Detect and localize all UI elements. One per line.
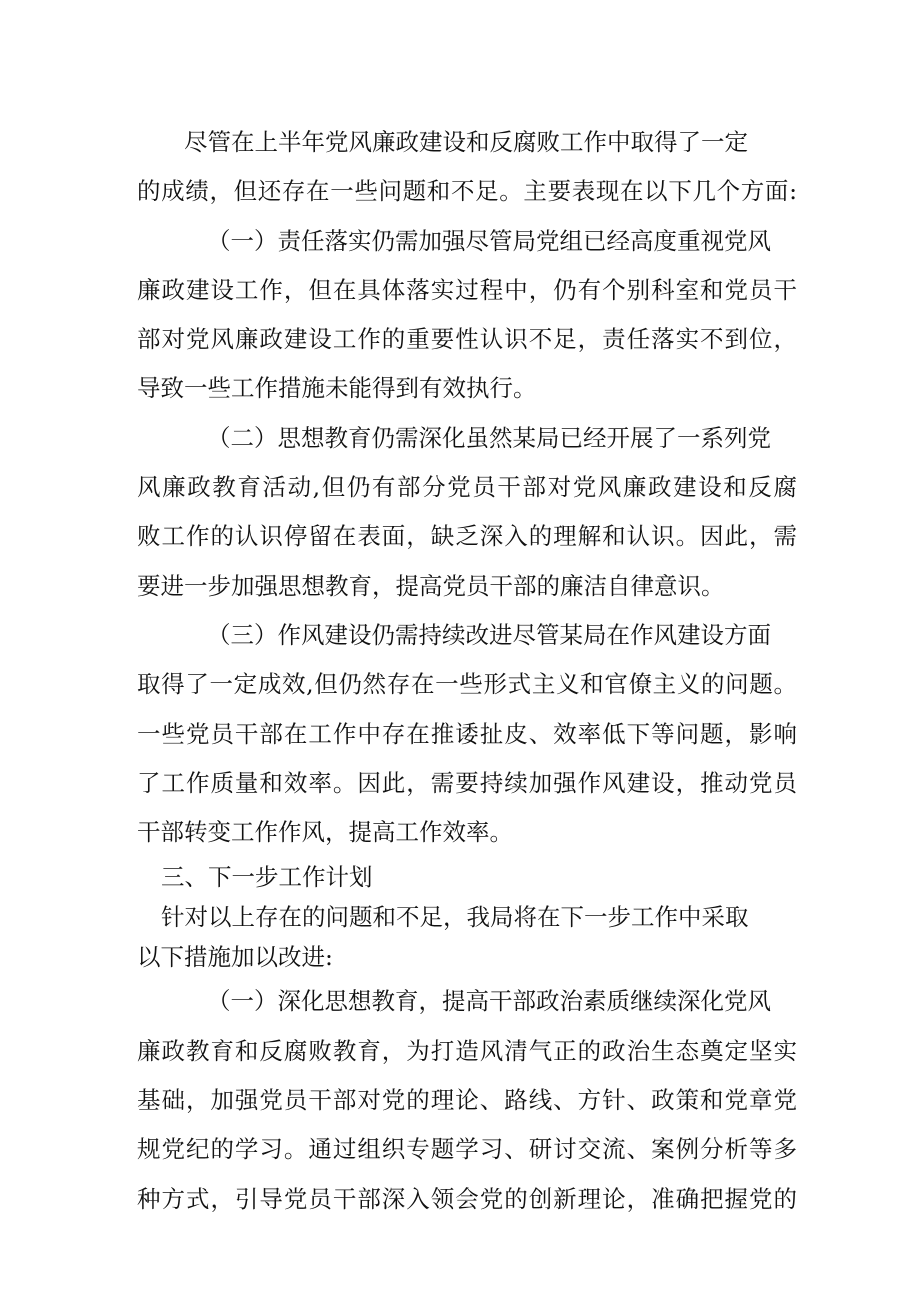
paragraph-line: 部对党风廉政建设工作的重要性认识不足，责任落实不到位， <box>137 325 797 354</box>
paragraph-line: 廉政教育和反腐败教育，为打造风清气正的政治生态奠定坚实 <box>137 1036 797 1065</box>
section-heading: 三、下一步工作计划 <box>161 863 373 892</box>
paragraph-line: 取得了一定成效,但仍然存在一些形式主义和官僚主义的问题。 <box>137 670 797 699</box>
paragraph-line: （三）作风建设仍需持续改进尽管某局在作风建设方面 <box>207 620 771 649</box>
paragraph-line: 干部转变工作作风，提高工作效率。 <box>137 818 513 847</box>
paragraph-line: 败工作的认识停留在表面，缺乏深入的理解和认识。因此，需 <box>137 522 797 551</box>
document-body <box>137 118 797 1224</box>
paragraph-line: 以下措施加以改进: <box>137 943 333 972</box>
paragraph-line: 针对以上存在的问题和不足，我局将在下一步工作中采取 <box>161 903 749 932</box>
paragraph-line: 种方式，引导党员干部深入领会党的创新理论，准确把握党的 <box>137 1184 797 1213</box>
paragraph-line: （一）深化思想教育，提高干部政治素质继续深化党风 <box>207 987 771 1016</box>
paragraph-line: 尽管在上半年党风廉政建设和反腐败工作中取得了一定 <box>184 128 748 156</box>
paragraph-line: 廉政建设工作，但在具体落实过程中，仍有个别科室和党员干 <box>137 275 797 304</box>
paragraph-line: （二）思想教育仍需深化虽然某局已经开展了一系列党 <box>207 423 771 452</box>
paragraph-line: 要进一步加强思想教育，提高党员干部的廉洁自律意识。 <box>137 571 725 600</box>
paragraph-line: 规党纪的学习。通过组织专题学习、研讨交流、案例分析等多 <box>137 1135 797 1164</box>
paragraph-line: 了工作质量和效率。因此，需要持续加强作风建设，推动党员 <box>137 768 797 797</box>
paragraph-line: 导致一些工作措施未能得到有效执行。 <box>137 374 537 403</box>
paragraph-line: 风廉政教育活动,但仍有部分党员干部对党风廉政建设和反腐 <box>137 473 797 502</box>
paragraph-line: 一些党员干部在工作中存在推诿扯皮、效率低下等问题，影响 <box>137 719 797 748</box>
paragraph-line: 基础，加强党员干部对党的理论、路线、方针、政策和党章党 <box>137 1086 797 1115</box>
paragraph-line: 的成绩，但还存在一些问题和不足。主要表现在以下几个方面: <box>137 177 797 206</box>
paragraph-line: （一）责任落实仍需加强尽管局党组已经高度重视党风 <box>207 226 771 255</box>
